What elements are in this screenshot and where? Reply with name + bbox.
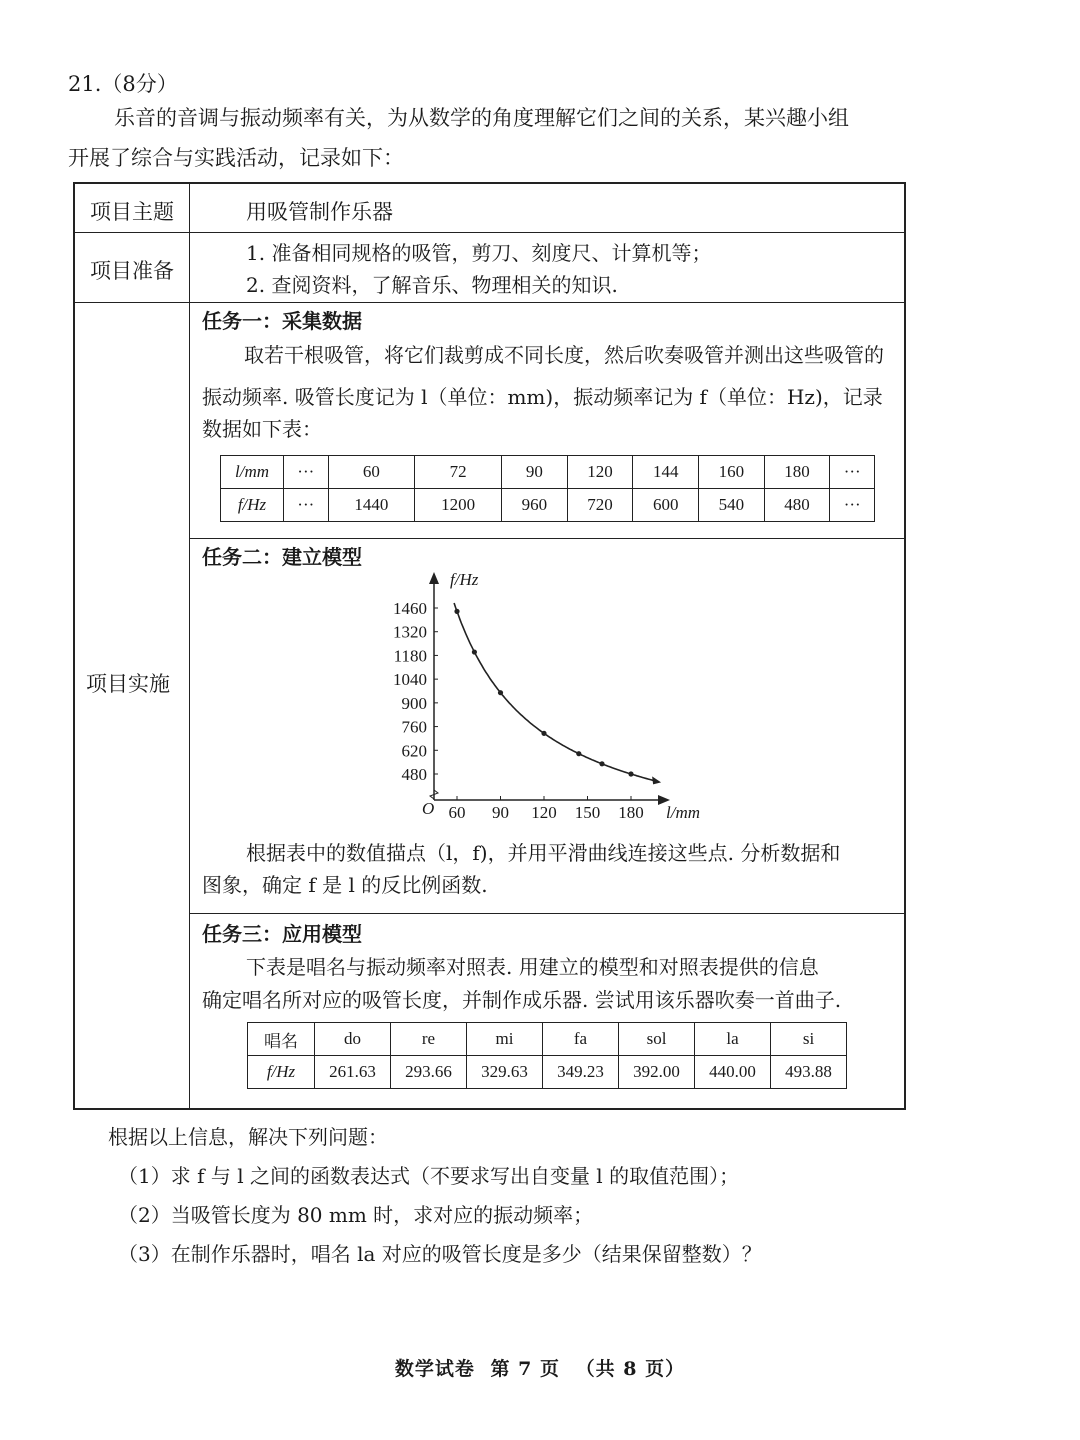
table-cell: 144 [633,456,699,489]
table-cell: 480 [764,489,830,522]
y-tick-label: 480 [401,765,427,784]
question-intro-line1: 乐音的音调与振动频率有关，为从数学的角度理解它们之间的关系，某兴趣小组 [114,106,849,130]
task2-title: 任务二：建立模型 [202,545,362,569]
data-point [628,771,633,776]
data-point [599,761,604,766]
chart-curve [454,603,661,784]
table-header-solfege: 唱名 [248,1023,315,1056]
chart-axes [429,572,670,805]
table-cell: fa [543,1023,619,1056]
prep-item-2: 2. 查阅资料，了解音乐、物理相关的知识. [246,273,618,297]
y-tick-label: 1040 [393,670,427,690]
y-tick-label: 1180 [393,646,427,666]
question-2: （2）当吸管长度为 80 mm 时，求对应的振动频率； [118,1203,594,1227]
task2-text-line1: 根据表中的数值描点（l，f)，并用平滑曲线连接这些点. 分析数据和 [246,841,841,865]
origin-label: O [422,799,435,818]
prep-item-1: 1. 准备相同规格的吸管，剪刀、刻度尺、计算机等； [246,241,712,265]
table-cell: la [695,1023,771,1056]
task1-title: 任务一：采集数据 [202,309,362,333]
table-cell: 392.00 [619,1056,695,1089]
footer-subject: 数学试卷 [394,1358,475,1380]
table-cell: 293.66 [391,1056,467,1089]
table-header-frequency: f/Hz [248,1056,315,1089]
solfege-table [247,1022,847,1089]
y-axis-label: f/Hz [450,570,479,589]
table-cell: 60 [328,456,415,489]
data-point [576,751,581,756]
task1-text-line2: 振动频率. 吸管长度记为 l（单位：mm)，振动频率记为 f（单位：Hz)，记录 [202,385,883,409]
task3-title: 任务三：应用模型 [202,922,362,946]
table-cell: ··· [284,489,329,522]
task3-text-line1: 下表是唱名与振动频率对照表. 用建立的模型和对照表提供的信息 [246,955,819,979]
table-header-length: l/mm [221,456,284,489]
data-point [541,731,546,736]
footer-total: （共 8 页） [575,1358,686,1380]
chart-points [454,609,633,777]
reciprocal-curve [454,603,657,781]
questions-lead: 根据以上信息，解决下列问题： [108,1125,388,1149]
table-header-frequency: f/Hz [221,489,284,522]
chart-ticks [393,599,644,822]
task-divider [189,538,905,539]
table-cell: 1200 [415,489,502,522]
table-cell: 72 [415,456,502,489]
y-axis-arrow [429,572,439,584]
table-cell: 90 [502,456,568,489]
table-cell: si [771,1023,847,1056]
project-table-column-divider [189,183,190,1109]
table-cell: 493.88 [771,1056,847,1089]
project-table-row-divider [74,232,905,233]
question-intro-line2: 开展了综合与实践活动，记录如下： [68,146,404,170]
question-number: 21.（8分） [68,72,178,96]
table-cell: ··· [830,456,875,489]
table-cell: do [315,1023,391,1056]
table-cell: 329.63 [467,1056,543,1089]
y-tick-label: 1460 [393,599,427,618]
theme-label: 项目主题 [90,200,174,224]
impl-label: 项目实施 [86,672,170,696]
table-cell: 720 [567,489,633,522]
task3-text-line2: 确定唱名所对应的吸管长度，并制作成乐器. 尝试用该乐器吹奏一首曲子. [202,988,842,1012]
table-cell: re [391,1023,467,1056]
task2-text-line2: 图象，确定 f 是 l 的反比例函数. [202,873,488,897]
x-tick-label: 120 [531,803,557,822]
task1-text-line3: 数据如下表： [202,417,322,441]
data-point [472,649,477,654]
table-cell: ··· [830,489,875,522]
table-cell: 1440 [328,489,415,522]
table-cell: 349.23 [543,1056,619,1089]
page-footer [0,1354,1080,1381]
table-cell: 180 [764,456,830,489]
x-axis-label: l/mm [666,803,700,822]
y-tick-label: 1320 [393,622,427,642]
x-tick-label: 60 [448,803,466,822]
table-cell: ··· [284,456,329,489]
data-point [498,690,503,695]
table-cell: 120 [567,456,633,489]
curve-arrow [652,776,661,784]
question-3: （3）在制作乐器时，唱名 la 对应的吸管长度是多少（结果保留整数）？ [118,1242,762,1266]
table-cell: 600 [633,489,699,522]
frequency-length-chart [370,560,730,830]
table-cell: 160 [699,456,765,489]
table-cell: 540 [699,489,765,522]
x-tick-label: 90 [492,803,509,822]
project-table-row-divider [74,302,905,303]
table-cell: mi [467,1023,543,1056]
prep-label: 项目准备 [90,259,174,283]
data-point [454,609,459,614]
task-divider [189,913,905,914]
y-tick-label: 900 [401,693,427,713]
theme-value: 用吸管制作乐器 [246,200,393,224]
y-tick-label: 760 [401,717,427,737]
y-tick-label: 620 [401,741,427,761]
task1-data-table [220,455,875,522]
table-cell: 960 [502,489,568,522]
table-cell: sol [619,1023,695,1056]
table-cell: 440.00 [695,1056,771,1089]
footer-page: 第 7 页 [490,1358,560,1380]
question-1: （1）求 f 与 l 之间的函数表达式（不要求写出自变量 l 的取值范围）； [118,1164,740,1188]
task1-text-line1: 取若干根吸管，将它们裁剪成不同长度，然后吹奏吸管并测出这些吸管的 [244,343,884,367]
table-cell: 261.63 [315,1056,391,1089]
x-tick-label: 150 [574,803,601,822]
x-tick-label: 180 [618,803,644,822]
